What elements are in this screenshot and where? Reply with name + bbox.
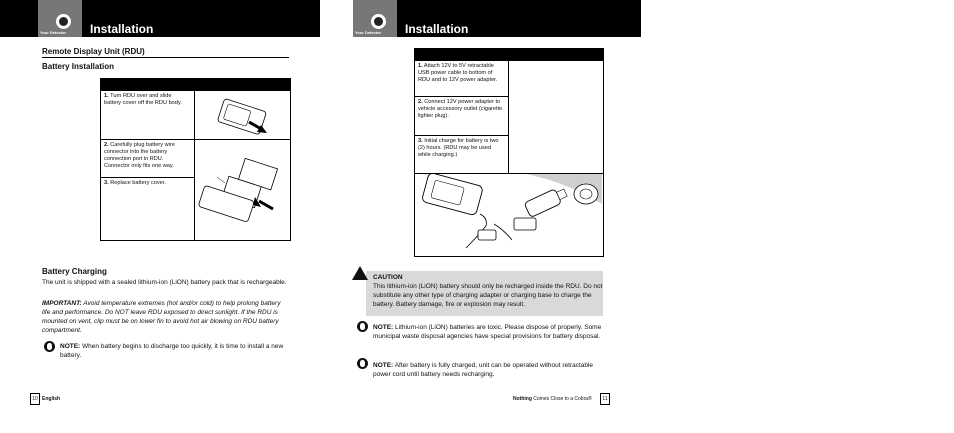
left-tab-label: Your Detector: [40, 30, 67, 35]
right-note-2: NOTE: After battery is fully charged, unit can be operated without retractable power cord until battery needs recharging.: [373, 362, 594, 378]
table-column-divider: [508, 61, 509, 173]
right-tab-thumbnail: [353, 0, 397, 37]
left-page-title: Installation: [90, 22, 154, 36]
step-3: 3. Replace battery cover.: [104, 180, 166, 186]
note-icon: [357, 358, 368, 369]
important-paragraph: IMPORTANT: Avoid temperature extremes (hot and/or cold) to help prolong battery life and performance. Do NOT leave RDU exposed to direct sunlight. If the RDU is mounted on vent, clip must be on lower fin to avoid hot air blowing on RDU battery compartment.: [42, 300, 281, 334]
cobra-logo-icon: [371, 14, 386, 29]
step-1: 1. Turn RDU over and slide battery cover off the RDU body.: [104, 93, 182, 106]
charging-step-3: 3. Initial charge for battery is two (2) hours. (RDU may be used while charging.): [418, 138, 499, 158]
right-page-number: 11: [600, 393, 610, 405]
right-footer-text: Nothing Comes Close to a Cobra®: [513, 396, 592, 402]
left-tab-thumbnail: [38, 0, 82, 37]
left-note: NOTE: When battery begins to discharge too quickly, it is time to install a new battery.: [60, 343, 284, 359]
table-row-divider: [415, 96, 508, 97]
table-row-divider: [101, 177, 194, 178]
caution-label: CAUTION: [373, 274, 403, 281]
cobra-logo-icon: [56, 14, 71, 29]
step-2: 2. Carefully plug battery wire connector into the battery connection port in RDU. Connector only fits one way.: [104, 142, 175, 169]
battery-plug-illustration: [195, 141, 289, 241]
rdu-battery-cover-illustration: [195, 92, 289, 140]
right-page-title: Installation: [405, 22, 469, 36]
battery-installation-table: [100, 78, 291, 241]
note-icon: [357, 321, 368, 332]
right-note-1: NOTE: Lithium-ion (LiON) batteries are toxic. Please dispose of properly. Some municipal waste disposal agencies have special provisions for battery disposal.: [373, 324, 602, 340]
table-header-bar: [415, 49, 603, 61]
left-footer-text: English: [42, 396, 61, 402]
battery-charging-heading: Battery Charging: [42, 267, 107, 276]
table-row-divider: [415, 135, 508, 136]
battery-charging-text: The unit is shipped with a sealed lithium-ion (LiON) battery pack that is rechargeable.: [42, 279, 287, 286]
caution-text: This lithium-ion (LiON) battery should only be recharged inside the RDU. Do not substitute any other type of charging adapter or charging base to charge the battery. Battery damage, fire or explosion may result.: [373, 283, 603, 308]
battery-installation-heading: Battery Installation: [42, 62, 115, 71]
charging-step-2: 2. Connect 12V power adapter to vehicle accessory outlet (cigarette lighter plug).: [418, 99, 503, 119]
section-heading-rule: [42, 57, 289, 58]
warning-triangle-icon: [352, 266, 368, 280]
charging-step-1: 1. Attach 12V to 5V retractable USB power cable to bottom of RDU and to 12V power adapter.: [418, 63, 498, 83]
charging-cable-illustration: [416, 174, 602, 256]
table-header-bar: [101, 79, 290, 91]
left-page-number: 10: [30, 393, 40, 405]
section-heading-rdu: Remote Display Unit (RDU): [42, 47, 145, 56]
charging-steps-table: [414, 48, 604, 257]
right-tab-label: Your Detector: [355, 30, 382, 35]
note-icon: [44, 341, 55, 352]
